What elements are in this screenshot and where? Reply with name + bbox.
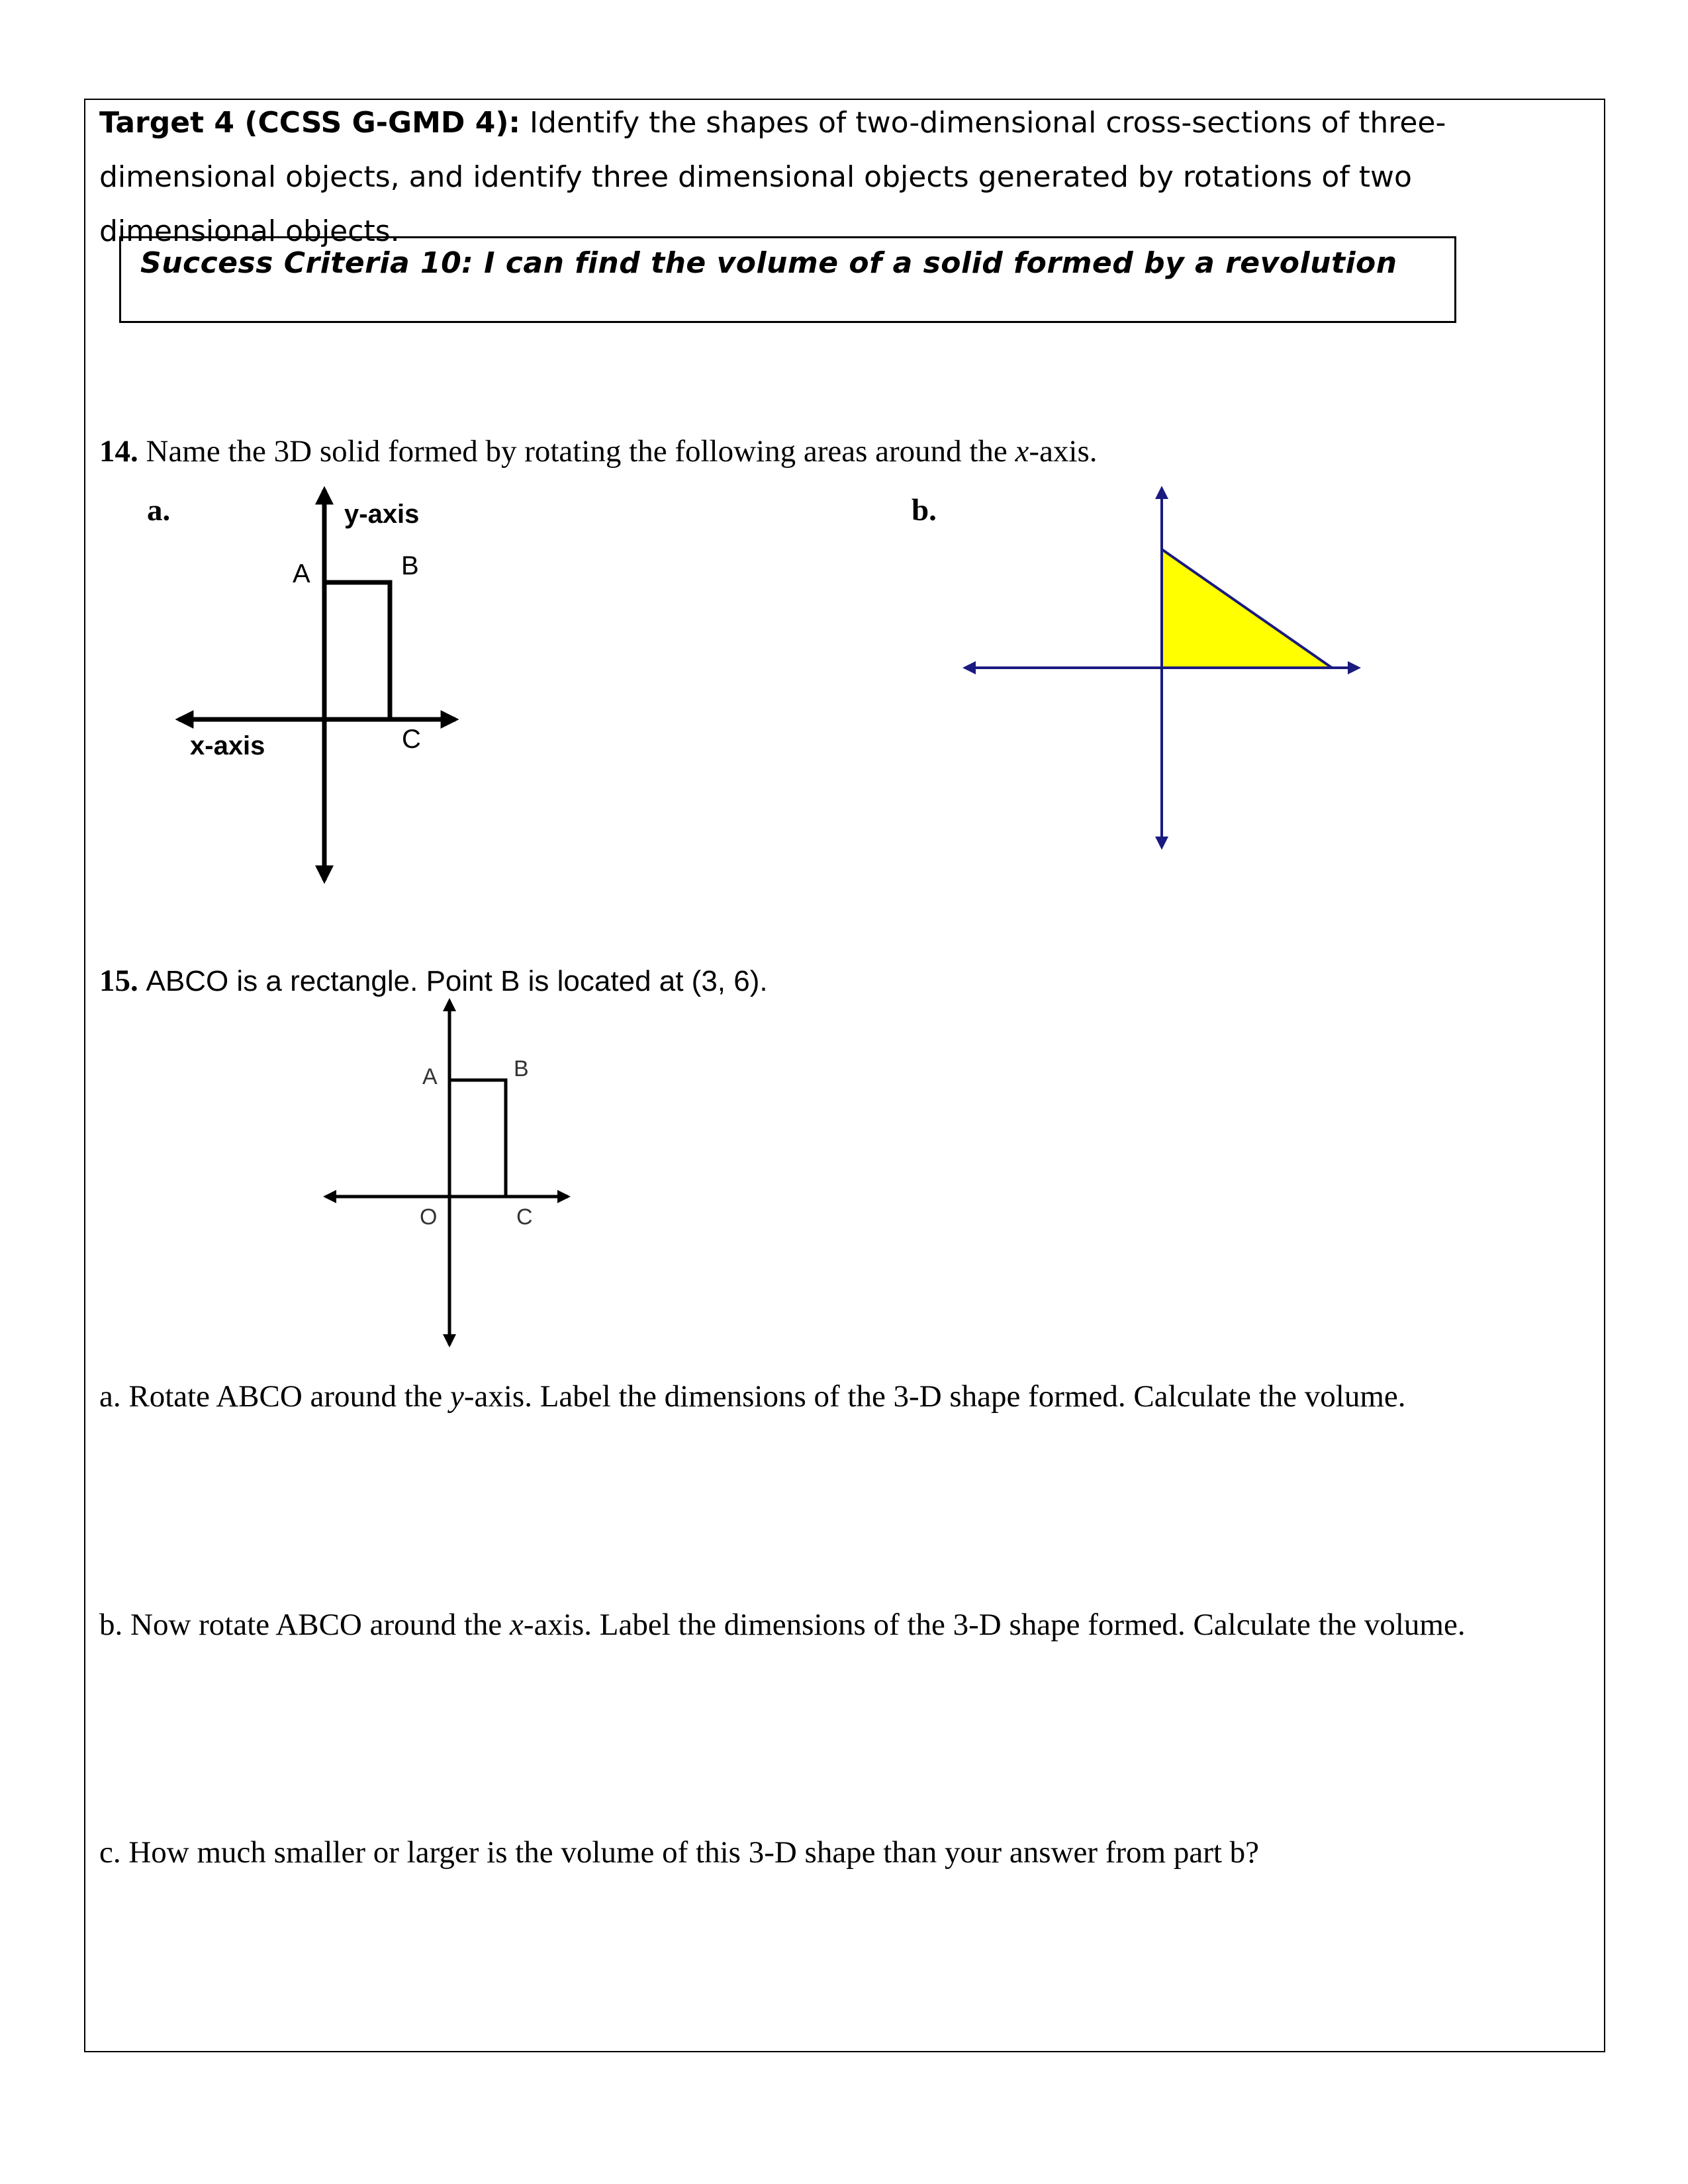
q14a-point-c-label: C [402,725,421,754]
q15-rectangle [449,1080,506,1197]
q14-text-before: Name the 3D solid formed by rotating the following areas around the [146,434,1008,469]
q14-part-b-label: b. [912,493,937,527]
q15b-var: x [510,1608,524,1642]
q14b-triangle [1162,549,1332,668]
target-text: Identify the shapes of two-dimensional cross-sections of three-dimensional objects, and identify three dimensional objects generated by rotations of two dimensional objects. [99,106,1446,248]
success-criteria-text: Success Criteria 10: I can find the volume of a solid formed by a revolution [140,246,1397,280]
q15b-text-before: b. Now rotate ABCO around the [99,1608,502,1642]
q14-var: x [1015,434,1029,469]
q14-part-a-label: a. [147,493,171,527]
q15-point-b-label: B [514,1056,529,1081]
q14a-y-axis-label: y-axis [344,500,420,529]
q15-point-c-label: C [516,1205,533,1230]
q14a-rectangle [324,582,390,719]
q15-diagram [326,1001,568,1345]
q14-number: 14. [99,434,138,469]
q15-number: 15. [99,964,138,998]
q15a-text-before: a. Rotate ABCO around the [99,1379,443,1414]
q14a-point-b-label: B [401,551,419,580]
q14a-x-axis-label: x-axis [190,731,265,760]
q14b-diagram [965,488,1358,847]
q15a-text-after: -axis. Label the dimensions of the 3-D shape formed. Calculate the volume. [463,1379,1406,1414]
q14-text-after: -axis. [1029,434,1098,469]
q14a-point-a-label: A [293,559,310,588]
q15a-var: y [449,1379,464,1414]
q15-text: ABCO is a rectangle. Point B is located at (3, 6). [146,965,768,997]
q14a-diagram [179,490,455,880]
q15-point-o-label: O [420,1205,438,1230]
q15-part-c: c. How much smaller or larger is the volume of this 3-D shape than your answer from part b? [99,1835,1260,1870]
q15b-text-after: -axis. Label the dimensions of the 3-D shape formed. Calculate the volume. [523,1608,1466,1642]
target-heading: Target 4 (CCSS G-GMD 4): [99,106,521,140]
q15-point-a-label: A [422,1064,438,1089]
